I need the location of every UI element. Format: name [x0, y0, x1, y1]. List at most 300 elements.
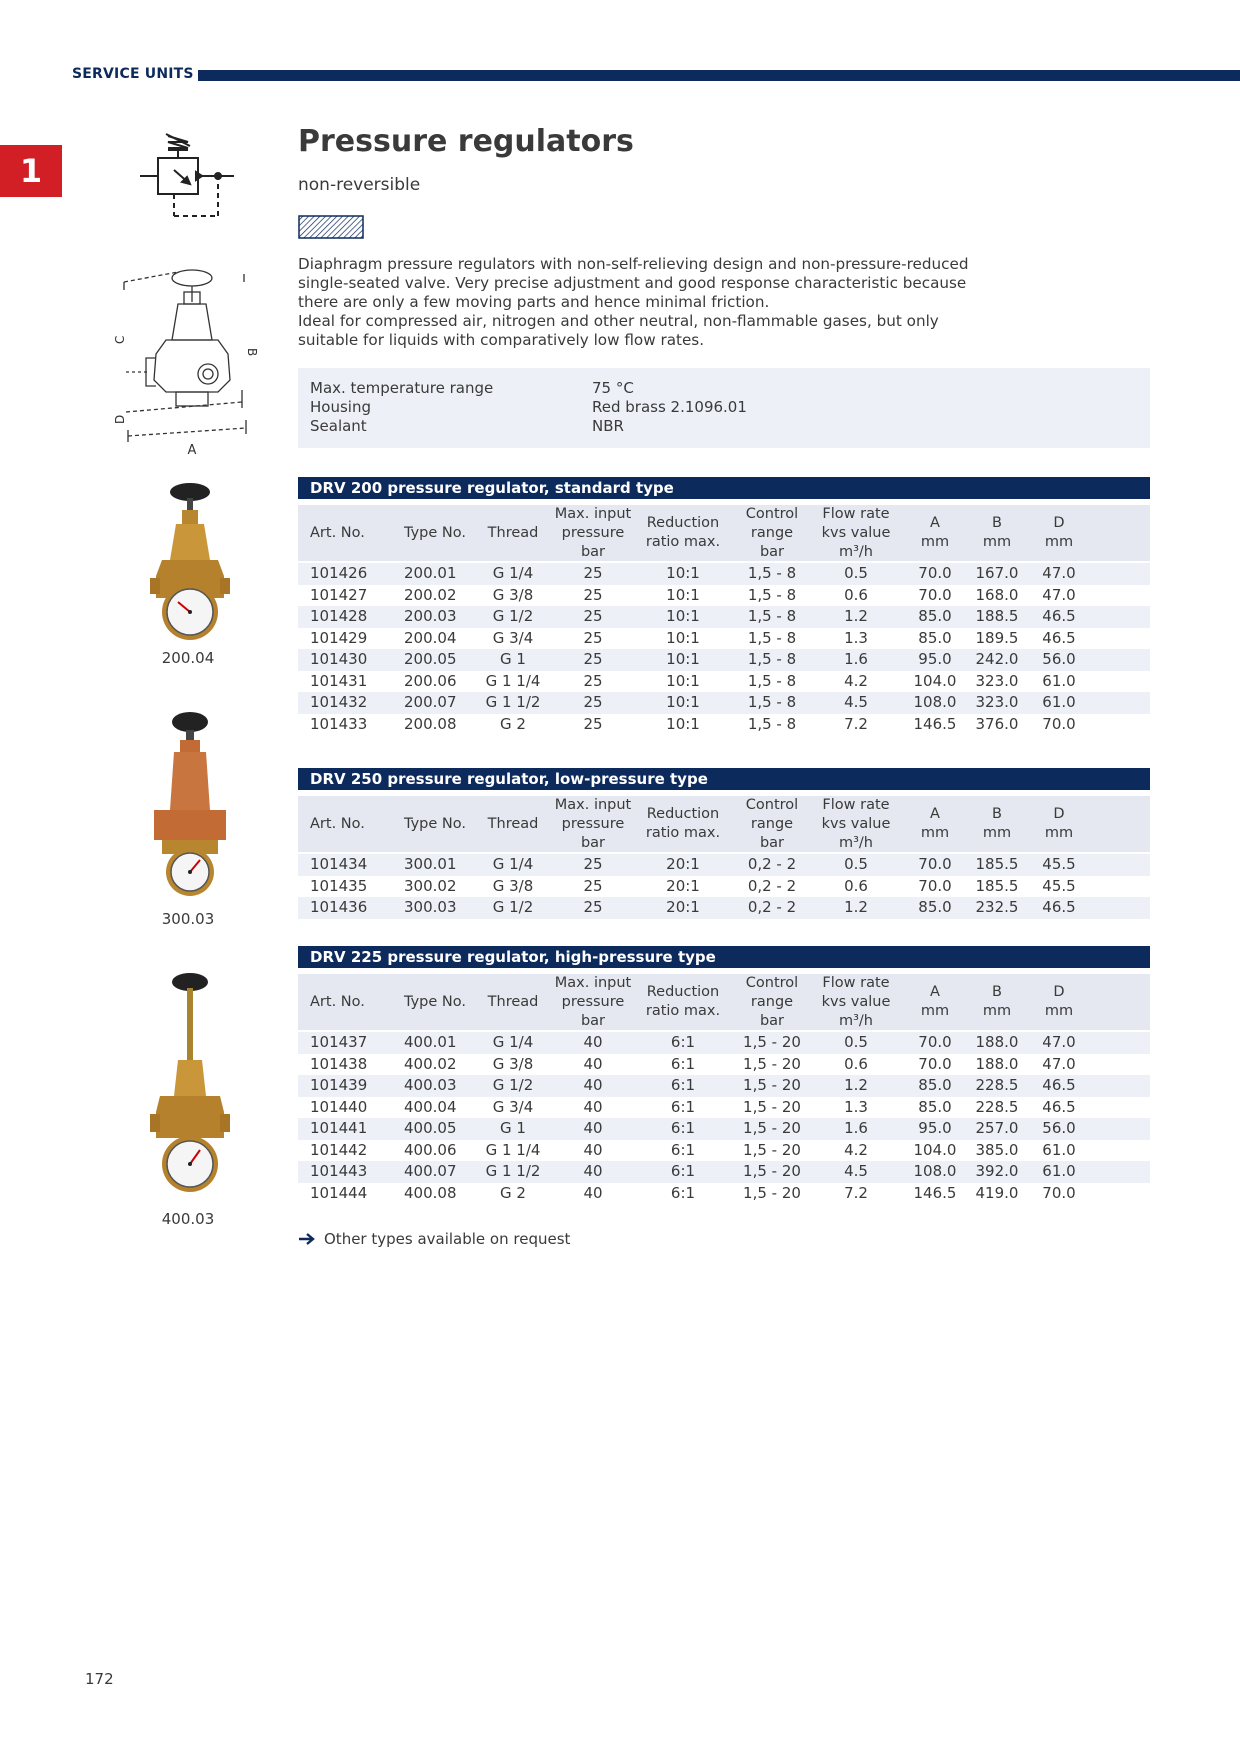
column-header	[638, 974, 728, 1030]
table-cell: 46.5	[1042, 1076, 1076, 1094]
table-row	[298, 585, 1150, 607]
table-cell: 70.0	[918, 1054, 952, 1073]
table-cell: 101429	[310, 628, 368, 647]
table-cell: 232.5	[975, 898, 1019, 916]
dimension-label-a: A	[187, 443, 197, 458]
table-cell: G 1/4	[492, 855, 534, 873]
spec-key: Max. temperature range	[310, 379, 494, 397]
table-cell: 101444	[310, 1183, 368, 1202]
table-cell: 85.0	[918, 607, 952, 625]
table-cell: 200.03	[404, 607, 457, 625]
dimension-label-b: B	[245, 348, 259, 357]
product-image-low-pressure	[148, 710, 230, 900]
table-cell: 95.0	[918, 650, 952, 668]
table-cell: 400.01	[404, 1033, 457, 1051]
table-row	[298, 1097, 1150, 1119]
column-header-line: Reduction	[646, 984, 720, 1000]
hatched-badge-icon	[298, 215, 364, 239]
table-title: DRV 250 pressure regulator, low-pressure type	[298, 768, 1150, 790]
table-cell: 40	[583, 1054, 603, 1073]
table-cell: 376.0	[975, 714, 1019, 733]
table-cell: 0.6	[844, 876, 868, 895]
column-header-line: A	[930, 515, 940, 531]
column-header	[548, 505, 638, 561]
column-header	[730, 505, 814, 561]
table-cell: 25	[583, 898, 603, 916]
column-header-line: Thread	[487, 815, 539, 832]
table-cell: 101426	[310, 564, 368, 582]
table-drv200	[298, 477, 1150, 735]
table-cell: 70.0	[918, 564, 952, 582]
table-cell: 167.0	[975, 564, 1019, 582]
table-cell: 47.0	[1042, 1054, 1076, 1073]
column-header	[310, 974, 400, 1030]
column-header-line: Max. input	[554, 505, 632, 522]
table-cell: 1,5 - 20	[743, 1162, 801, 1180]
table-cell: 10:1	[666, 564, 700, 582]
table-row	[298, 1075, 1150, 1097]
column-header	[814, 505, 898, 561]
column-header	[814, 974, 898, 1030]
table-header	[298, 974, 1150, 1030]
table-cell: G 1/2	[492, 898, 534, 916]
table-cell: 85.0	[918, 1097, 952, 1116]
table-cell: 108.0	[913, 1162, 957, 1180]
table-cell: 10:1	[666, 714, 700, 733]
table-cell: G 3/8	[492, 876, 534, 895]
table-cell: 1.3	[844, 1097, 868, 1116]
table-cell: 6:1	[670, 1119, 696, 1137]
table-body	[298, 1032, 1150, 1204]
table-cell: 108.0	[913, 693, 957, 711]
table-cell: 300.01	[404, 855, 457, 873]
table-cell: G 2	[500, 1183, 526, 1202]
spec-value: NBR	[592, 417, 624, 435]
table-cell: 101428	[310, 607, 368, 625]
column-header	[476, 505, 550, 561]
table-cell: 40	[583, 1119, 603, 1137]
table-cell: 104.0	[913, 1140, 957, 1159]
column-header	[404, 796, 474, 852]
table-cell: 1,5 - 8	[747, 607, 797, 625]
table-cell: 46.5	[1042, 1097, 1076, 1116]
table-drv250	[298, 768, 1150, 919]
column-header-line: mm	[920, 1003, 950, 1019]
table-cell: 168.0	[975, 585, 1019, 604]
column-header-line: Reduction	[646, 515, 720, 531]
table-cell: 6:1	[670, 1140, 696, 1159]
table-cell: 228.5	[975, 1097, 1019, 1116]
column-header-line: mm	[1044, 534, 1074, 550]
column-header-line: m³/h	[838, 1012, 873, 1029]
table-cell: 40	[583, 1162, 603, 1180]
table-cell: 101439	[310, 1076, 368, 1094]
table-cell: 61.0	[1042, 1162, 1076, 1180]
table-cell: 101443	[310, 1162, 368, 1180]
spec-key: Housing	[310, 398, 371, 416]
column-header	[548, 974, 638, 1030]
column-header-line: mm	[920, 534, 950, 550]
column-header-line: m³/h	[838, 834, 873, 851]
table-cell: 101432	[310, 693, 368, 711]
table-cell: 7.2	[844, 1183, 868, 1202]
table-row	[298, 1161, 1150, 1183]
table-cell: 200.02	[404, 585, 457, 604]
column-header-line: B	[992, 806, 1002, 822]
column-header-line: B	[992, 984, 1002, 1000]
table-cell: 1.2	[844, 607, 868, 625]
table-cell: 10:1	[666, 607, 700, 625]
table-cell: 47.0	[1042, 564, 1076, 582]
table-cell: 200.07	[404, 693, 457, 711]
column-header-line: D	[1053, 984, 1065, 1000]
table-cell: 0.6	[844, 585, 868, 604]
table-cell: 1,5 - 20	[743, 1033, 801, 1051]
table-cell: 25	[583, 564, 603, 582]
table-cell: 419.0	[975, 1183, 1019, 1202]
table-cell: 200.01	[404, 564, 457, 582]
table-row	[298, 897, 1150, 919]
column-header-line: mm	[982, 1003, 1012, 1019]
table-body	[298, 563, 1150, 735]
column-header-line: range	[750, 815, 794, 832]
product-image-high-pressure	[148, 972, 230, 1202]
table-cell: 400.08	[404, 1183, 457, 1202]
table-cell: 6:1	[670, 1183, 696, 1202]
table-cell: 25	[583, 650, 603, 668]
table-cell: 1.2	[844, 1076, 868, 1094]
table-cell: 70.0	[1042, 1183, 1076, 1202]
table-cell: 70.0	[1042, 714, 1076, 733]
table-cell: 20:1	[666, 876, 700, 895]
table-cell: 101442	[310, 1140, 368, 1159]
table-cell: 85.0	[918, 1076, 952, 1094]
table-cell: 70.0	[918, 855, 952, 873]
column-header-line: range	[750, 524, 794, 541]
table-cell: 323.0	[975, 693, 1019, 711]
table-cell: 25	[583, 607, 603, 625]
table-cell: 6:1	[670, 1054, 696, 1073]
table-row	[298, 692, 1150, 714]
table-cell: 0,2 - 2	[747, 855, 797, 873]
table-cell: 1,5 - 20	[743, 1183, 801, 1202]
table-cell: 1.6	[844, 650, 868, 668]
table-cell: 101431	[310, 671, 368, 690]
table-cell: 101437	[310, 1033, 368, 1051]
product-description	[298, 255, 998, 350]
dimension-drawing-icon	[113, 262, 260, 458]
table-cell: 10:1	[666, 628, 700, 647]
column-header-line: mm	[982, 534, 1012, 550]
table-row	[298, 649, 1150, 671]
table-cell: 10:1	[666, 693, 700, 711]
table-cell: 1.6	[844, 1119, 868, 1137]
table-cell: 101427	[310, 585, 368, 604]
table-cell: 25	[583, 876, 603, 895]
table-cell: 200.06	[404, 671, 457, 690]
table-cell: 25	[583, 628, 603, 647]
table-cell: G 1/2	[492, 607, 534, 625]
arrow-right-icon	[298, 1232, 316, 1246]
column-header	[548, 796, 638, 852]
column-header	[1022, 796, 1096, 852]
column-header-line: B	[992, 515, 1002, 531]
table-row	[298, 1032, 1150, 1054]
table-cell: G 3/8	[492, 1054, 534, 1073]
table-cell: 1,5 - 8	[747, 585, 797, 604]
column-header-line: Flow rate	[822, 796, 890, 813]
column-header-line: mm	[982, 825, 1012, 841]
column-header-line: pressure	[561, 993, 625, 1010]
table-cell: 228.5	[975, 1076, 1019, 1094]
table-cell: 101441	[310, 1119, 368, 1137]
table-cell: 1,5 - 8	[747, 714, 797, 733]
table-cell: 101430	[310, 650, 368, 668]
table-cell: 1,5 - 8	[747, 628, 797, 647]
table-cell: G 1	[500, 650, 526, 668]
table-cell: 400.07	[404, 1162, 457, 1180]
table-cell: 101435	[310, 876, 368, 895]
column-header-line: mm	[1044, 1003, 1074, 1019]
table-cell: 61.0	[1042, 693, 1076, 711]
table-header	[298, 505, 1150, 561]
table-cell: 6:1	[670, 1162, 696, 1180]
table-cell: 101434	[310, 855, 368, 873]
section-label: SERVICE UNITS	[72, 66, 194, 82]
description-paragraph: Ideal for compressed air, nitrogen and other neutral, non-flammable gases, but only suitable for liquids with comparatively low flow rates.	[298, 312, 939, 349]
column-header-line: A	[930, 984, 940, 1000]
table-cell: 400.04	[404, 1097, 457, 1116]
column-header	[730, 796, 814, 852]
table-cell: 0.6	[844, 1054, 868, 1073]
image-caption-standard: 200.04	[161, 649, 215, 667]
table-cell: 200.05	[404, 650, 457, 668]
column-header	[404, 974, 474, 1030]
table-cell: 101433	[310, 714, 368, 733]
table-cell: G 1	[500, 1119, 526, 1137]
column-header-line: Flow rate	[822, 974, 890, 991]
column-header-line: kvs value	[821, 993, 891, 1010]
column-header-line: A	[930, 806, 940, 822]
table-cell: 61.0	[1042, 1140, 1076, 1159]
table-row	[298, 671, 1150, 693]
table-cell: 1,5 - 8	[747, 564, 797, 582]
header-bar	[198, 70, 1240, 81]
table-cell: 6:1	[670, 1076, 696, 1094]
spec-key: Sealant	[310, 417, 367, 435]
image-caption-low-pressure: 300.03	[161, 910, 215, 928]
table-cell: 1.2	[844, 898, 868, 916]
column-header-line: bar	[759, 1012, 785, 1029]
spec-box	[298, 368, 1150, 448]
table-cell: 6:1	[670, 1033, 696, 1051]
table-row	[298, 1118, 1150, 1140]
table-cell: 40	[583, 1140, 603, 1159]
table-title: DRV 200 pressure regulator, standard type	[298, 477, 1150, 499]
table-cell: 56.0	[1042, 650, 1076, 668]
table-cell: 25	[583, 714, 603, 733]
column-header-line: mm	[1044, 825, 1074, 841]
table-cell: 20:1	[666, 898, 700, 916]
table-cell: 185.5	[975, 855, 1019, 873]
table-cell: 25	[583, 671, 603, 690]
table-cell: 101436	[310, 898, 368, 916]
table-cell: 40	[583, 1033, 603, 1051]
description-paragraph: Diaphragm pressure regulators with non-self-relieving design and non-pressure-reduced single-seated valve. Very precise adjustment and good response characteristic because there are only a few moving parts and hence minimal friction.	[298, 255, 969, 311]
column-header-line: ratio max.	[645, 1003, 721, 1019]
column-header-line: Control	[745, 505, 799, 522]
table-cell: G 1 1/4	[485, 1140, 541, 1159]
column-header	[814, 796, 898, 852]
table-cell: 1,5 - 20	[743, 1119, 801, 1137]
page-subtitle: non-reversible	[298, 175, 421, 195]
column-header-line: pressure	[561, 524, 625, 541]
table-cell: 95.0	[918, 1119, 952, 1137]
table-row	[298, 1183, 1150, 1205]
table-cell: 300.03	[404, 898, 457, 916]
column-header-line: kvs value	[821, 524, 891, 541]
table-cell: 400.05	[404, 1119, 457, 1137]
table-row	[298, 628, 1150, 650]
column-header-line: m³/h	[838, 543, 873, 560]
table-cell: 1,5 - 8	[747, 693, 797, 711]
table-cell: 85.0	[918, 898, 952, 916]
page-number: 172	[85, 1670, 114, 1688]
table-cell: 400.06	[404, 1140, 457, 1159]
table-cell: 40	[583, 1097, 603, 1116]
column-header	[730, 974, 814, 1030]
table-cell: 7.2	[844, 714, 868, 733]
table-row	[298, 1054, 1150, 1076]
image-caption-high-pressure: 400.03	[161, 1210, 215, 1228]
column-header-line: bar	[580, 834, 606, 851]
table-cell: 323.0	[975, 671, 1019, 690]
table-cell: 46.5	[1042, 898, 1076, 916]
table-drv225	[298, 946, 1150, 1204]
column-header	[404, 505, 474, 561]
table-cell: 70.0	[918, 1033, 952, 1051]
table-cell: G 1/2	[492, 1076, 534, 1094]
table-cell: 45.5	[1042, 855, 1076, 873]
table-cell: 188.5	[975, 607, 1019, 625]
table-row	[298, 563, 1150, 585]
table-cell: 4.5	[844, 1162, 868, 1180]
column-header-line: Max. input	[554, 796, 632, 813]
table-cell: G 3/8	[492, 585, 534, 604]
table-cell: 1,5 - 20	[743, 1054, 801, 1073]
page-title: Pressure regulators	[298, 124, 634, 159]
table-cell: 70.0	[918, 585, 952, 604]
table-cell: 0.5	[844, 1033, 868, 1051]
column-header-line: D	[1053, 806, 1065, 822]
table-cell: 4.2	[844, 1140, 868, 1159]
column-header-line: ratio max.	[645, 825, 721, 841]
table-cell: 40	[583, 1076, 603, 1094]
table-cell: 101438	[310, 1054, 368, 1073]
table-cell: 10:1	[666, 585, 700, 604]
table-cell: 189.5	[975, 628, 1019, 647]
table-cell: G 1 1/2	[485, 693, 541, 711]
table-cell: 242.0	[975, 650, 1019, 668]
column-header-line: range	[750, 993, 794, 1010]
table-cell: 0,2 - 2	[747, 898, 797, 916]
regulator-symbol-icon	[138, 130, 238, 220]
table-cell: 400.02	[404, 1054, 457, 1073]
table-cell: 1,5 - 20	[743, 1097, 801, 1116]
column-header	[638, 796, 728, 852]
column-header	[1022, 974, 1096, 1030]
spec-value: Red brass 2.1096.01	[592, 398, 747, 416]
column-header-line: ratio max.	[645, 534, 721, 550]
dimension-label-c: C	[113, 335, 127, 344]
column-header	[476, 974, 550, 1030]
table-cell: 1,5 - 20	[743, 1076, 801, 1094]
table-cell: 300.02	[404, 876, 457, 895]
footnote-text: Other types available on request	[324, 1230, 571, 1248]
table-cell: G 3/4	[492, 1097, 534, 1116]
table-cell: 47.0	[1042, 585, 1076, 604]
table-cell: 1.3	[844, 628, 868, 647]
column-header	[638, 505, 728, 561]
table-cell: 0.5	[844, 564, 868, 582]
table-row	[298, 714, 1150, 736]
table-cell: 0.5	[844, 855, 868, 873]
table-cell: 46.5	[1042, 607, 1076, 625]
table-cell: 385.0	[975, 1140, 1019, 1159]
table-cell: 392.0	[975, 1162, 1019, 1180]
table-cell: 200.08	[404, 714, 457, 733]
table-cell: 25	[583, 585, 603, 604]
column-header-line: Max. input	[554, 974, 632, 991]
table-cell: 10:1	[666, 650, 700, 668]
table-cell: 188.0	[975, 1054, 1019, 1073]
table-cell: 70.0	[918, 876, 952, 895]
column-header-line: Type No.	[404, 815, 466, 832]
column-header-line: D	[1053, 515, 1065, 531]
column-header-line: Type No.	[404, 524, 466, 541]
table-cell: 146.5	[913, 714, 957, 733]
table-cell: 104.0	[913, 671, 957, 690]
column-header-line: bar	[580, 543, 606, 560]
table-cell: 146.5	[913, 1183, 957, 1202]
column-header	[1022, 505, 1096, 561]
table-row	[298, 606, 1150, 628]
table-cell: 47.0	[1042, 1033, 1076, 1051]
table-row	[298, 1140, 1150, 1162]
table-cell: 85.0	[918, 628, 952, 647]
table-cell: 188.0	[975, 1033, 1019, 1051]
chapter-tab[interactable]: 1	[0, 145, 62, 197]
table-cell: 40	[583, 1183, 603, 1202]
column-header-line: Thread	[487, 993, 539, 1010]
column-header-line: Thread	[487, 524, 539, 541]
spec-value: 75 °C	[592, 379, 634, 397]
table-cell: 1,5 - 8	[747, 650, 797, 668]
product-image-standard	[148, 480, 230, 644]
table-cell: 101440	[310, 1097, 368, 1116]
table-cell: 6:1	[670, 1097, 696, 1116]
table-cell: 4.2	[844, 671, 868, 690]
column-header	[476, 796, 550, 852]
table-cell: G 1/4	[492, 564, 534, 582]
table-row	[298, 854, 1150, 876]
column-header-line: bar	[759, 834, 785, 851]
column-header-line: pressure	[561, 815, 625, 832]
column-header	[310, 796, 400, 852]
column-header-line: Art. No.	[310, 993, 365, 1010]
table-cell: 185.5	[975, 876, 1019, 895]
table-cell: 400.03	[404, 1076, 457, 1094]
